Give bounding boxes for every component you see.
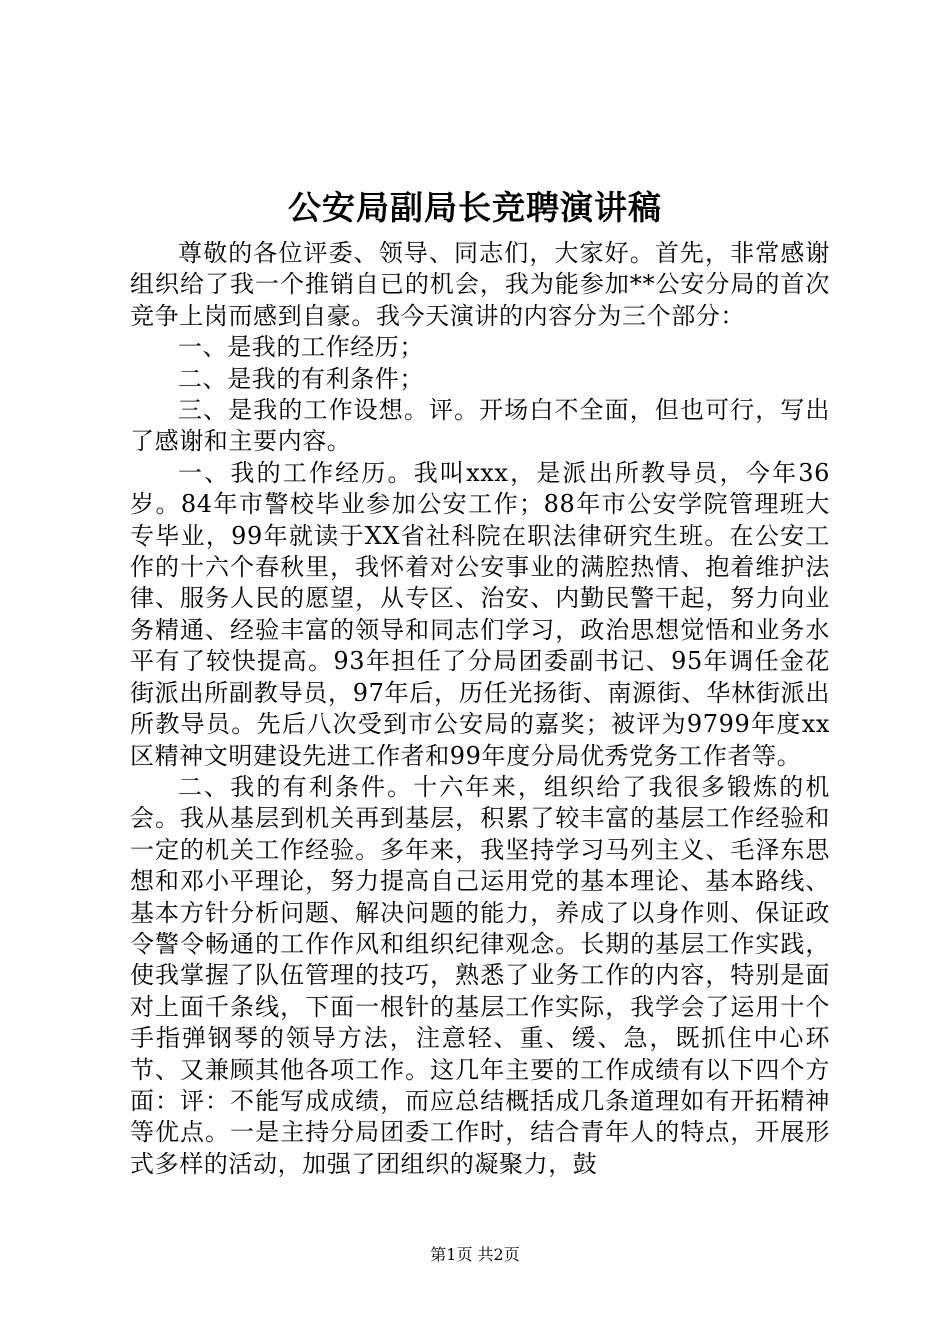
page-footer: 第1页 共2页 [430, 1245, 520, 1264]
paragraph-work-history: 一、我的工作经历。我叫xxx，是派出所教导员，今年36岁。84年市警校毕业参加公安工作；88年市公安学院管理班大专毕业，99年就读于XX省社科院在职法律研究生班。在公安工作的十六个春秋里，我怀着对公安事业的满腔热情、抱着维护法律、服务人民的愿望，从专区、治安、内勤民警干起，努力向业务精通、经验丰富的领导和同志们学习，政治思想觉悟和业务水平有了较快提高。93年担任了分局团委副书记、95年调任金花街派出所副教导员，97年后，历任光扬街、南源街、华林街派出所教导员。先后八次受到市公安局的嘉奖；被评为9799年度xx区精神文明建设先进工作者和99年度分局优秀党务工作者等。 [130, 458, 830, 770]
document-title: 公安局副局长竞聘演讲稿 [288, 188, 662, 227]
document-body [130, 238, 830, 1180]
paragraph-outline-1: 一、是我的工作经历； [178, 333, 424, 362]
paragraph-outline-2: 二、是我的有利条件； [178, 364, 424, 393]
paragraph-advantages: 二、我的有利条件。十六年来，组织给了我很多锻炼的机会。我从基层到机关再到基层，积累了较丰富的基层工作经验和一定的机关工作经验。多年来，我坚持学习马列主义、毛泽东思想和邓小平理论，努力提高自己运用党的基本理论、基本路线、基本方针分析问题、解决问题的能力，养成了以身作则、保证政令警令畅通的工作作风和组织纪律观念。长期的基层工作实践，使我掌握了队伍管理的技巧，熟悉了业务工作的内容，特别是面对上面千条线，下面一根针的基层工作实际，我学会了运用十个手指弹钢琴的领导方法，注意轻、重、缓、急，既抓住中心环节、又兼顾其他各项工作。这几年主要的工作成绩有以下四个方面：评：不能写成成绩，而应总结概括成几条道理如有开拓精神等优点。一是主持分局团委工作时，结合青年人的特点，开展形式多样的活动，加强了团组织的凝聚力，鼓 [130, 772, 830, 1178]
paragraph-outline-3: 三、是我的工作设想。评。开场白不全面，但也可行，写出了感谢和主要内容。 [130, 396, 830, 456]
paragraph-greeting: 尊敬的各位评委、领导、同志们，大家好。首先，非常感谢组织给了我一个推销自已的机会，我为能参加**公安分局的首次竞争上岗而感到自豪。我今天演讲的内容分为三个部分： [130, 239, 830, 330]
